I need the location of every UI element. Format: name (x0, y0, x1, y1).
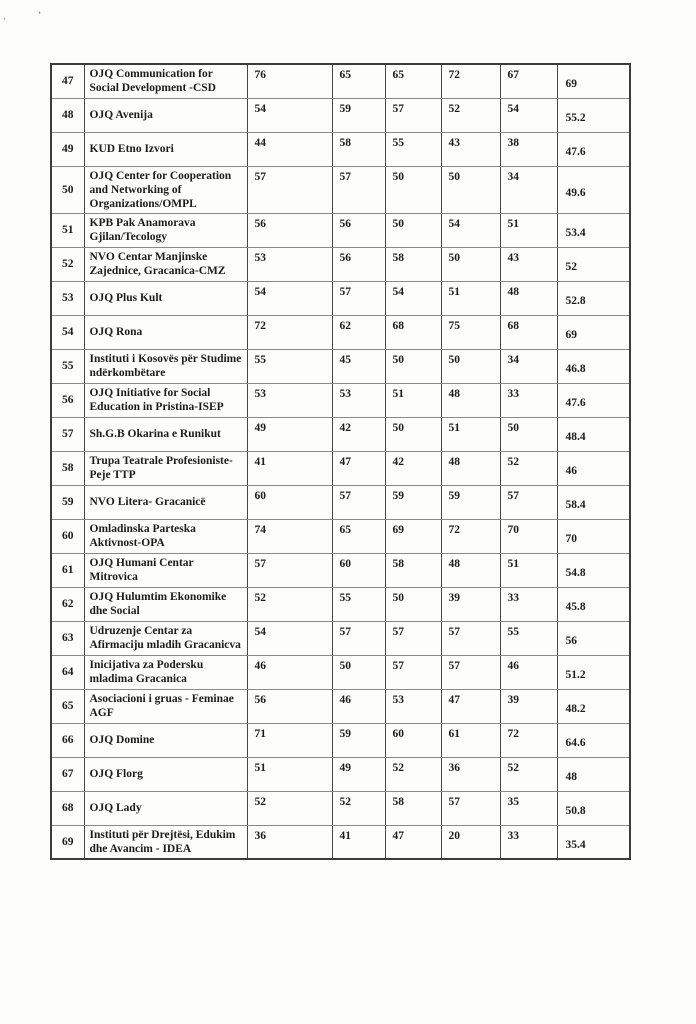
score-2: 60 (332, 553, 385, 587)
score-2: 65 (332, 64, 385, 98)
row-number: 64 (51, 655, 84, 689)
table-row (51, 723, 630, 757)
score-4: 52 (441, 98, 500, 132)
organization-name: OJQ Center for Cooperation and Networking of Organizations/OMPL (84, 166, 247, 213)
average-score: 53.4 (557, 213, 630, 247)
average-score: 50.8 (557, 791, 630, 825)
average-score: 46 (557, 451, 630, 485)
score-3: 69 (385, 519, 441, 553)
row-number: 58 (51, 451, 84, 485)
table-row (51, 417, 630, 451)
score-5: 43 (500, 247, 557, 281)
score-5: 52 (500, 757, 557, 791)
row-number: 60 (51, 519, 84, 553)
score-5: 48 (500, 281, 557, 315)
score-3: 50 (385, 587, 441, 621)
score-1: 57 (247, 553, 332, 587)
score-2: 58 (332, 132, 385, 166)
score-3: 57 (385, 621, 441, 655)
score-1: 71 (247, 723, 332, 757)
score-4: 57 (441, 655, 500, 689)
average-score: 48 (557, 757, 630, 791)
score-1: 46 (247, 655, 332, 689)
organization-name: OJQ Domine (84, 723, 247, 757)
average-score: 58.4 (557, 485, 630, 519)
table-row (51, 825, 630, 859)
table-row (51, 689, 630, 723)
score-1: 74 (247, 519, 332, 553)
score-2: 57 (332, 281, 385, 315)
organization-name: OJQ Communication for Social Development -CSD (84, 64, 247, 98)
score-4: 51 (441, 281, 500, 315)
organization-name: Udruzenje Centar za Afirmaciju mladih Gracanicva (84, 621, 247, 655)
organization-name: OJQ Rona (84, 315, 247, 349)
score-5: 52 (500, 451, 557, 485)
table-body (51, 64, 630, 859)
score-4: 50 (441, 247, 500, 281)
average-score: 47.6 (557, 132, 630, 166)
average-score: 48.2 (557, 689, 630, 723)
score-2: 57 (332, 166, 385, 213)
table-row (51, 757, 630, 791)
score-1: 52 (247, 587, 332, 621)
average-score: 64.6 (557, 723, 630, 757)
score-3: 50 (385, 417, 441, 451)
row-number: 51 (51, 213, 84, 247)
score-3: 65 (385, 64, 441, 98)
organization-name: OJQ Initiative for Social Education in Pristina-ISEP (84, 383, 247, 417)
row-number: 68 (51, 791, 84, 825)
row-number: 55 (51, 349, 84, 383)
average-score: 70 (557, 519, 630, 553)
row-number: 47 (51, 64, 84, 98)
score-3: 54 (385, 281, 441, 315)
average-score: 35.4 (557, 825, 630, 859)
score-5: 46 (500, 655, 557, 689)
score-2: 49 (332, 757, 385, 791)
score-3: 42 (385, 451, 441, 485)
score-5: 68 (500, 315, 557, 349)
score-5: 39 (500, 689, 557, 723)
average-score: 49.6 (557, 166, 630, 213)
score-4: 48 (441, 451, 500, 485)
organization-name: OJQ Florg (84, 757, 247, 791)
score-2: 53 (332, 383, 385, 417)
row-number: 53 (51, 281, 84, 315)
table-row (51, 485, 630, 519)
score-5: 55 (500, 621, 557, 655)
average-score: 52 (557, 247, 630, 281)
average-score: 46.8 (557, 349, 630, 383)
table-row (51, 247, 630, 281)
score-3: 59 (385, 485, 441, 519)
score-3: 53 (385, 689, 441, 723)
organization-name: OJQ Hulumtim Ekonomike dhe Social (84, 587, 247, 621)
table-row (51, 553, 630, 587)
average-score: 69 (557, 315, 630, 349)
score-1: 53 (247, 247, 332, 281)
score-5: 33 (500, 587, 557, 621)
score-4: 57 (441, 791, 500, 825)
average-score: 51.2 (557, 655, 630, 689)
score-5: 54 (500, 98, 557, 132)
score-4: 59 (441, 485, 500, 519)
score-3: 55 (385, 132, 441, 166)
score-4: 50 (441, 166, 500, 213)
table-row (51, 213, 630, 247)
score-2: 57 (332, 485, 385, 519)
score-1: 54 (247, 98, 332, 132)
row-number: 52 (51, 247, 84, 281)
score-3: 57 (385, 98, 441, 132)
organization-name: NVO Litera- Gracanicë (84, 485, 247, 519)
organization-name: Inicijativa za Podersku mladima Gracanica (84, 655, 247, 689)
score-3: 47 (385, 825, 441, 859)
score-1: 57 (247, 166, 332, 213)
score-4: 43 (441, 132, 500, 166)
organization-name: Asociacioni i gruas - Feminae AGF (84, 689, 247, 723)
row-number: 66 (51, 723, 84, 757)
table-row (51, 621, 630, 655)
average-score: 52.8 (557, 281, 630, 315)
score-5: 38 (500, 132, 557, 166)
score-5: 67 (500, 64, 557, 98)
organization-name: OJQ Plus Kult (84, 281, 247, 315)
organization-name: KPB Pak Anamorava Gjilan/Tecology (84, 213, 247, 247)
row-number: 54 (51, 315, 84, 349)
table-row (51, 519, 630, 553)
score-5: 33 (500, 825, 557, 859)
average-score: 54.8 (557, 553, 630, 587)
average-score: 69 (557, 64, 630, 98)
organization-evaluation-table (50, 63, 631, 860)
score-4: 50 (441, 349, 500, 383)
average-score: 55.2 (557, 98, 630, 132)
score-4: 20 (441, 825, 500, 859)
row-number: 48 (51, 98, 84, 132)
row-number: 65 (51, 689, 84, 723)
score-2: 52 (332, 791, 385, 825)
score-3: 57 (385, 655, 441, 689)
score-5: 70 (500, 519, 557, 553)
score-1: 56 (247, 689, 332, 723)
score-2: 41 (332, 825, 385, 859)
row-number: 62 (51, 587, 84, 621)
score-1: 49 (247, 417, 332, 451)
row-number: 59 (51, 485, 84, 519)
row-number: 69 (51, 825, 84, 859)
score-3: 50 (385, 349, 441, 383)
score-5: 50 (500, 417, 557, 451)
score-5: 33 (500, 383, 557, 417)
score-3: 50 (385, 213, 441, 247)
score-1: 55 (247, 349, 332, 383)
score-5: 51 (500, 553, 557, 587)
row-number: 49 (51, 132, 84, 166)
score-4: 36 (441, 757, 500, 791)
score-2: 62 (332, 315, 385, 349)
table-row (51, 451, 630, 485)
row-number: 63 (51, 621, 84, 655)
average-score: 56 (557, 621, 630, 655)
score-5: 34 (500, 349, 557, 383)
score-5: 35 (500, 791, 557, 825)
organization-name: OJQ Lady (84, 791, 247, 825)
organization-name: Omladinska Parteska Aktivnost-OPA (84, 519, 247, 553)
score-3: 60 (385, 723, 441, 757)
organization-name: KUD Etno Izvori (84, 132, 247, 166)
score-4: 51 (441, 417, 500, 451)
score-5: 57 (500, 485, 557, 519)
organization-name: NVO Centar Manjinske Zajednice, Gracanica-CMZ (84, 247, 247, 281)
score-2: 59 (332, 723, 385, 757)
score-4: 75 (441, 315, 500, 349)
table-row (51, 132, 630, 166)
scan-speck-mark: · (3, 14, 7, 24)
score-2: 59 (332, 98, 385, 132)
score-2: 56 (332, 213, 385, 247)
score-2: 50 (332, 655, 385, 689)
score-1: 60 (247, 485, 332, 519)
score-4: 72 (441, 519, 500, 553)
score-4: 61 (441, 723, 500, 757)
table-row (51, 64, 630, 98)
score-4: 48 (441, 383, 500, 417)
score-2: 46 (332, 689, 385, 723)
organization-name: OJQ Humani Centar Mitrovica (84, 553, 247, 587)
average-score: 47.6 (557, 383, 630, 417)
score-4: 47 (441, 689, 500, 723)
organization-name: Instituti për Drejtësi, Edukim dhe Avancim - IDEA (84, 825, 247, 859)
score-2: 47 (332, 451, 385, 485)
score-1: 54 (247, 281, 332, 315)
row-number: 67 (51, 757, 84, 791)
score-3: 58 (385, 791, 441, 825)
score-1: 44 (247, 132, 332, 166)
score-5: 34 (500, 166, 557, 213)
row-number: 57 (51, 417, 84, 451)
row-number: 56 (51, 383, 84, 417)
score-3: 58 (385, 553, 441, 587)
score-1: 41 (247, 451, 332, 485)
organization-name: Sh.G.B Okarina e Runikut (84, 417, 247, 451)
score-3: 50 (385, 166, 441, 213)
organization-name: Instituti i Kosovës për Studime ndërkombëtare (84, 349, 247, 383)
score-2: 45 (332, 349, 385, 383)
score-4: 39 (441, 587, 500, 621)
score-4: 48 (441, 553, 500, 587)
average-score: 45.8 (557, 587, 630, 621)
score-1: 76 (247, 64, 332, 98)
row-number: 50 (51, 166, 84, 213)
table-row (51, 655, 630, 689)
score-4: 54 (441, 213, 500, 247)
score-1: 36 (247, 825, 332, 859)
table-row (51, 587, 630, 621)
organization-name: OJQ Avenija (84, 98, 247, 132)
score-2: 57 (332, 621, 385, 655)
score-2: 65 (332, 519, 385, 553)
score-1: 53 (247, 383, 332, 417)
table-row (51, 349, 630, 383)
score-3: 52 (385, 757, 441, 791)
table-row (51, 791, 630, 825)
score-2: 42 (332, 417, 385, 451)
score-4: 72 (441, 64, 500, 98)
score-4: 57 (441, 621, 500, 655)
score-2: 56 (332, 247, 385, 281)
score-5: 72 (500, 723, 557, 757)
score-3: 58 (385, 247, 441, 281)
table-row (51, 166, 630, 213)
score-1: 56 (247, 213, 332, 247)
table-row (51, 281, 630, 315)
score-1: 52 (247, 791, 332, 825)
scan-speck-mark: ’ (38, 10, 41, 20)
score-5: 51 (500, 213, 557, 247)
score-1: 54 (247, 621, 332, 655)
organization-name: Trupa Teatrale Profesioniste-Peje TTP (84, 451, 247, 485)
row-number: 61 (51, 553, 84, 587)
table-row (51, 98, 630, 132)
score-1: 51 (247, 757, 332, 791)
score-2: 55 (332, 587, 385, 621)
score-1: 72 (247, 315, 332, 349)
table-row (51, 383, 630, 417)
score-3: 68 (385, 315, 441, 349)
score-3: 51 (385, 383, 441, 417)
average-score: 48.4 (557, 417, 630, 451)
table-row (51, 315, 630, 349)
